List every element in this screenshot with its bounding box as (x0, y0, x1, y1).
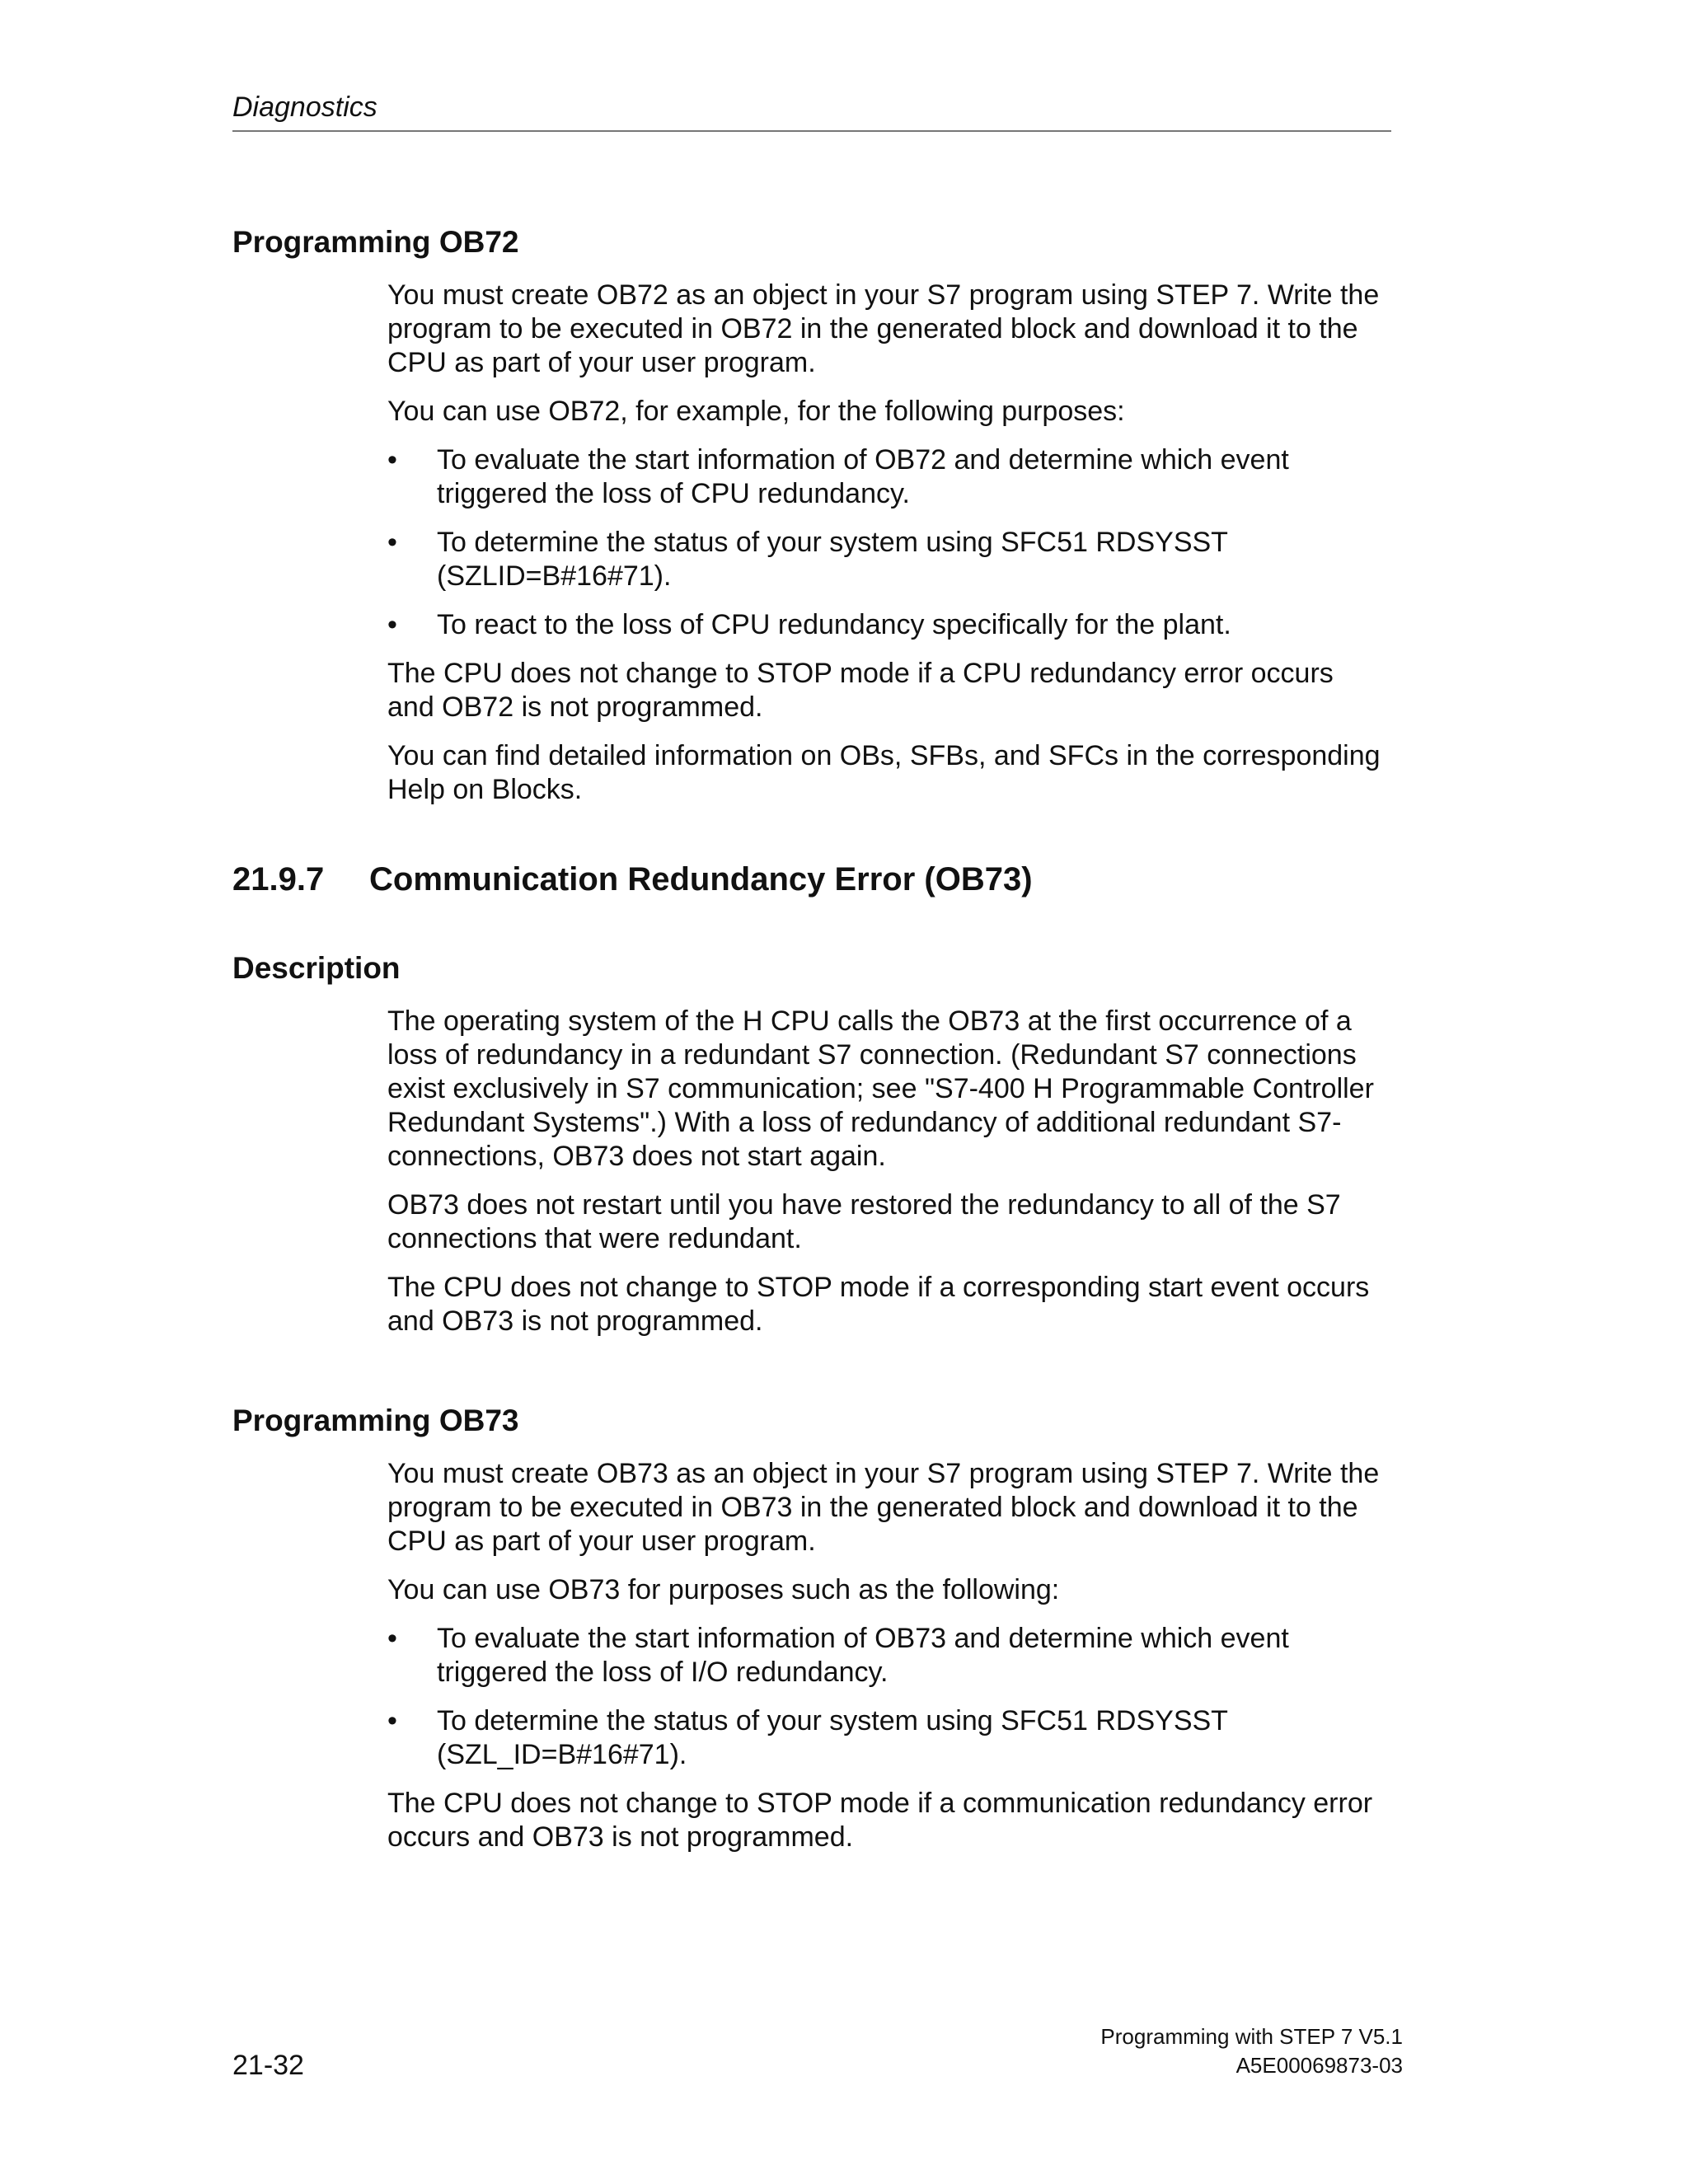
list-item (387, 1704, 1385, 1772)
paragraph: OB73 does not restart until you have restored the redundancy to all of the S7 connections that were redundant. (387, 1189, 1341, 1254)
bullet-icon: • (387, 609, 397, 640)
list-item (387, 1622, 1385, 1690)
section-number: 21.9.7 (232, 861, 325, 898)
running-header (232, 89, 1391, 132)
book-title: Programming with STEP 7 V5.1 (1100, 2024, 1403, 2049)
bullet-icon: • (387, 444, 397, 476)
doc-number: A5E00069873-03 (1236, 2053, 1403, 2078)
ob72-body (387, 279, 1385, 807)
section-heading-21-9-7 (232, 858, 1403, 901)
list-item-text: To evaluate the start information of OB72 and determine which event triggered the loss of CPU redundancy. (437, 444, 1289, 509)
page-number: 21-32 (232, 2050, 304, 2081)
subheading-programming-ob72: Programming OB72 (232, 225, 519, 259)
bullet-icon: • (387, 1623, 397, 1654)
list-item-text: To react to the loss of CPU redundancy specifically for the plant. (437, 609, 1231, 640)
paragraph: The CPU does not change to STOP mode if a corresponding start event occurs and OB73 is not programmed. (387, 1272, 1370, 1337)
paragraph: You must create OB73 as an object in your S7 program using STEP 7. Write the program to be executed in OB73 in the generated block and download it to the CPU as part of your user program. (387, 1458, 1380, 1557)
list-item (387, 608, 1385, 642)
running-title: Diagnostics (232, 91, 377, 123)
list-item-text: To evaluate the start information of OB73 and determine which event triggered the loss of I/O redundancy. (437, 1623, 1289, 1688)
bullet-icon: • (387, 1705, 397, 1736)
subheading-description: Description (232, 951, 401, 985)
section-title: Communication Redundancy Error (OB73) (369, 861, 1033, 898)
list-item (387, 443, 1385, 511)
list-item-text: To determine the status of your system using SFC51 RDSYSST (SZLID=B#16#71). (437, 527, 1228, 592)
description-body (387, 1005, 1385, 1338)
subheading-programming-ob73: Programming OB73 (232, 1404, 519, 1437)
list-item (387, 526, 1385, 593)
list-item-text: To determine the status of your system using SFC51 RDSYSST (SZL_ID=B#16#71). (437, 1705, 1228, 1770)
paragraph: The CPU does not change to STOP mode if a CPU redundancy error occurs and OB72 is not programmed. (387, 658, 1334, 723)
paragraph: You can use OB72, for example, for the following purposes: (387, 396, 1125, 427)
bullet-icon: • (387, 527, 397, 558)
ob73-body (387, 1457, 1385, 1854)
paragraph: You must create OB72 as an object in your S7 program using STEP 7. Write the program to be executed in OB72 in the generated block and download it to the CPU as part of your user program. (387, 279, 1380, 378)
bullet-list (387, 1622, 1385, 1772)
paragraph: The operating system of the H CPU calls the OB73 at the first occurrence of a loss of redundancy in a redundant S7 connection. (Redundant S7 connections exist exclusively in S7 communication; see "S7-400 H Programmable Controller Redundant Systems".) With a loss of redundancy of additional redundant S7-connections, OB73 does not start again. (387, 1005, 1374, 1172)
footer-info (1100, 2022, 1403, 2080)
paragraph: You can use OB73 for purposes such as the following: (387, 1574, 1060, 1605)
paragraph: The CPU does not change to STOP mode if a communication redundancy error occurs and OB73 is not programmed. (387, 1788, 1373, 1853)
page-content (232, 223, 1403, 1869)
bullet-list (387, 443, 1385, 642)
paragraph: You can find detailed information on OBs, SFBs, and SFCs in the corresponding Help on Blocks. (387, 740, 1381, 805)
